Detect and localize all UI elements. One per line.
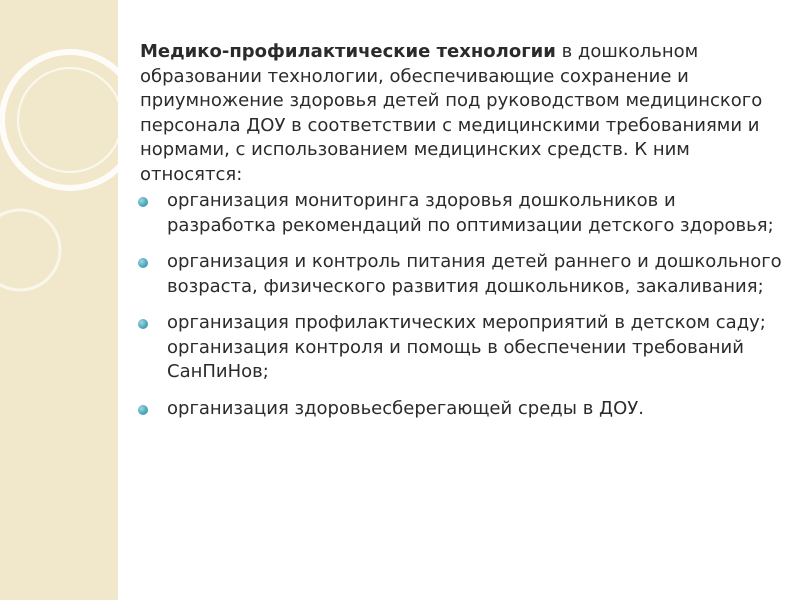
list-item-text: организация мониторинга здоровья дошкольников и разработка рекомендаций по оптимизации детского здоровья; <box>167 190 774 236</box>
list-item-text: организация профилактических мероприятий в детском саду; организация контроля и помощь в обеспечении требований СанПиНов; <box>167 312 766 382</box>
list-item <box>128 189 788 238</box>
bullet-icon <box>138 258 148 268</box>
list-item <box>128 397 788 422</box>
bullet-icon <box>138 197 148 207</box>
list-item-text: организация и контроль питания детей раннего и дошкольного возраста, физического развития дошкольников, закаливания; <box>167 251 782 297</box>
list-item <box>128 311 788 385</box>
intro-text: в дошкольном образовании технологии, обеспечивающие сохранение и приумножение здоровья детей под руководством медицинского персонала ДОУ в соответствии с медицинскими требованиями и нормами, с использованием медицинских средств. К ним относятся: <box>140 41 763 185</box>
slide-content <box>128 40 788 433</box>
bullet-icon <box>138 319 148 329</box>
list-item <box>128 250 788 299</box>
list-item-text: организация здоровьесберегающей среды в ДОУ. <box>167 397 644 419</box>
bullet-icon <box>138 405 148 415</box>
intro-bold-term: Медико-профилактические технологии <box>140 41 556 62</box>
decorative-rings <box>0 0 118 600</box>
bullet-list <box>128 189 788 421</box>
intro-paragraph <box>140 40 788 187</box>
